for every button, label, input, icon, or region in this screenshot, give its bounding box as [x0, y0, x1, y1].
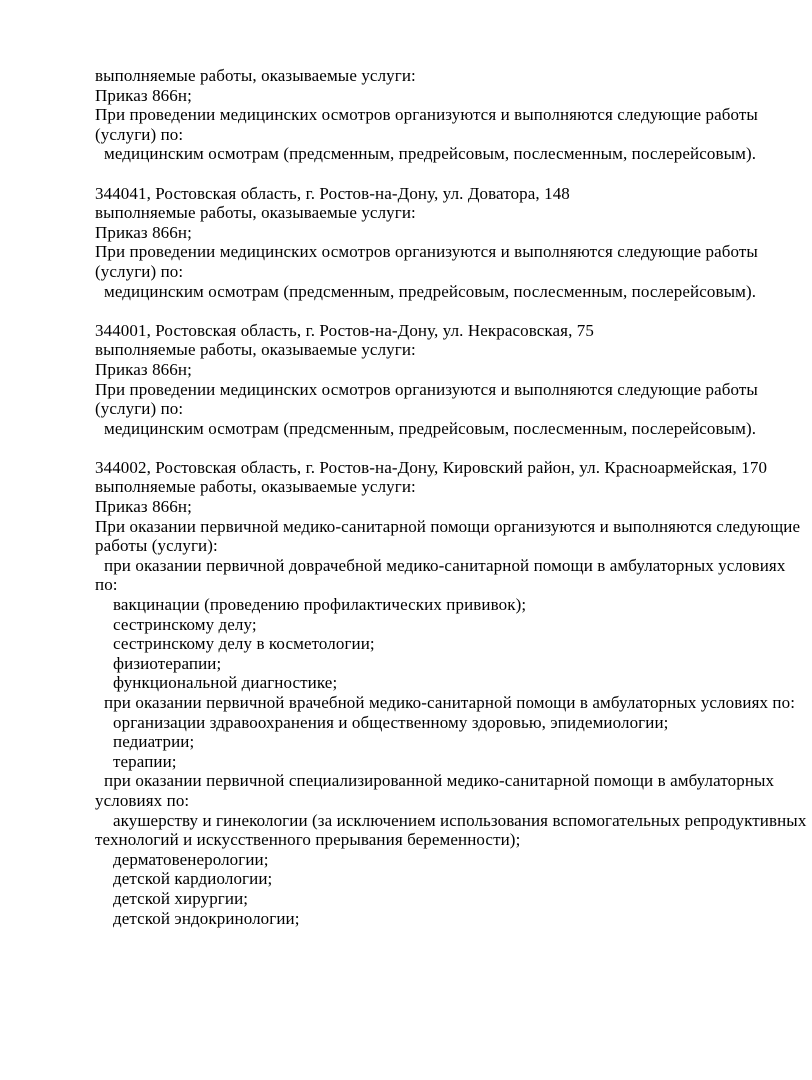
paragraph-block: [95, 320, 758, 439]
text-line: (услуги) по:: [95, 399, 184, 419]
text-line: функциональной диагностике;: [113, 673, 338, 693]
text-line: (услуги) по:: [95, 261, 184, 281]
text-line: при оказании первичной специализированной медико-санитарной помощи в амбулаторных: [104, 771, 775, 791]
text-line: медицинским осмотрам (предсменным, предрейсовым, послесменным, послерейсовым).: [104, 281, 757, 301]
text-line: при оказании первичной врачебной медико-санитарной помощи в амбулаторных условиях по:: [104, 693, 796, 712]
paragraph-block: [95, 183, 758, 302]
text-line: при оказании первичной доврачебной медико-санитарной помощи в амбулаторных условиях: [104, 555, 786, 575]
address-line: 344001, Ростовская область, г. Ростов-на-Дону, ул. Некрасовская, 75: [95, 320, 594, 340]
text-line: Приказ 866н;: [95, 497, 192, 517]
text-line: медицинским осмотрам (предсменным, предрейсовым, послесменным, послерейсовым).: [104, 144, 757, 164]
text-line: вакцинации (проведению профилактических прививок);: [113, 595, 527, 615]
text-line: условиях по:: [95, 790, 190, 810]
text-line: терапии;: [113, 751, 177, 771]
text-line: медицинским осмотрам (предсменным, предрейсовым, послесменным, послерейсовым).: [104, 418, 757, 438]
text-line: педиатрии;: [113, 732, 195, 752]
text-line: акушерству и гинекологии (за исключением использования вспомогательных репродуктивных: [113, 810, 807, 830]
text-line: (услуги) по:: [95, 124, 184, 144]
text-line: При оказании первичной медико-санитарной помощи организуются и выполняются следующие: [95, 516, 801, 536]
text-line: работы (услуги):: [95, 536, 218, 556]
text-line: сестринскому делу в косметологии;: [113, 634, 375, 654]
text-line: Приказ 866н;: [95, 222, 192, 242]
text-line: выполняемые работы, оказываемые услуги:: [95, 477, 416, 497]
text-line: Приказ 866н;: [95, 359, 192, 379]
address-line: 344002, Ростовская область, г. Ростов-на-Дону, Кировский район, ул. Красноармейская, 170: [95, 457, 768, 477]
text-line: выполняемые работы, оказываемые услуги:: [95, 66, 416, 85]
text-line: по:: [95, 575, 118, 595]
paragraph-block: [95, 66, 758, 164]
text-line: детской хирургии;: [113, 888, 249, 908]
text-line: сестринскому делу;: [113, 614, 257, 634]
document-content: [95, 66, 807, 928]
text-line: детской эндокринологии;: [113, 908, 300, 928]
text-line: Приказ 866н;: [95, 85, 192, 105]
text-line: При проведении медицинских осмотров организуются и выполняются следующие работы: [95, 379, 758, 399]
text-line: дерматовенерологии;: [113, 849, 269, 869]
address-line: 344041, Ростовская область, г. Ростов-на-Дону, ул. Доватора, 148: [95, 183, 570, 203]
text-line: При проведении медицинских осмотров организуются и выполняются следующие работы: [95, 105, 758, 125]
text-line: физиотерапии;: [113, 653, 222, 673]
text-line: технологий и искусственного прерывания беременности);: [95, 830, 521, 850]
paragraph-block: [95, 457, 807, 928]
text-line: выполняемые работы, оказываемые услуги:: [95, 203, 416, 223]
text-line: организации здравоохранения и общественному здоровью, эпидемиологии;: [113, 712, 669, 732]
text-line: детской кардиологии;: [113, 869, 273, 889]
text-line: При проведении медицинских осмотров организуются и выполняются следующие работы: [95, 242, 758, 262]
text-line: выполняемые работы, оказываемые услуги:: [95, 340, 416, 360]
